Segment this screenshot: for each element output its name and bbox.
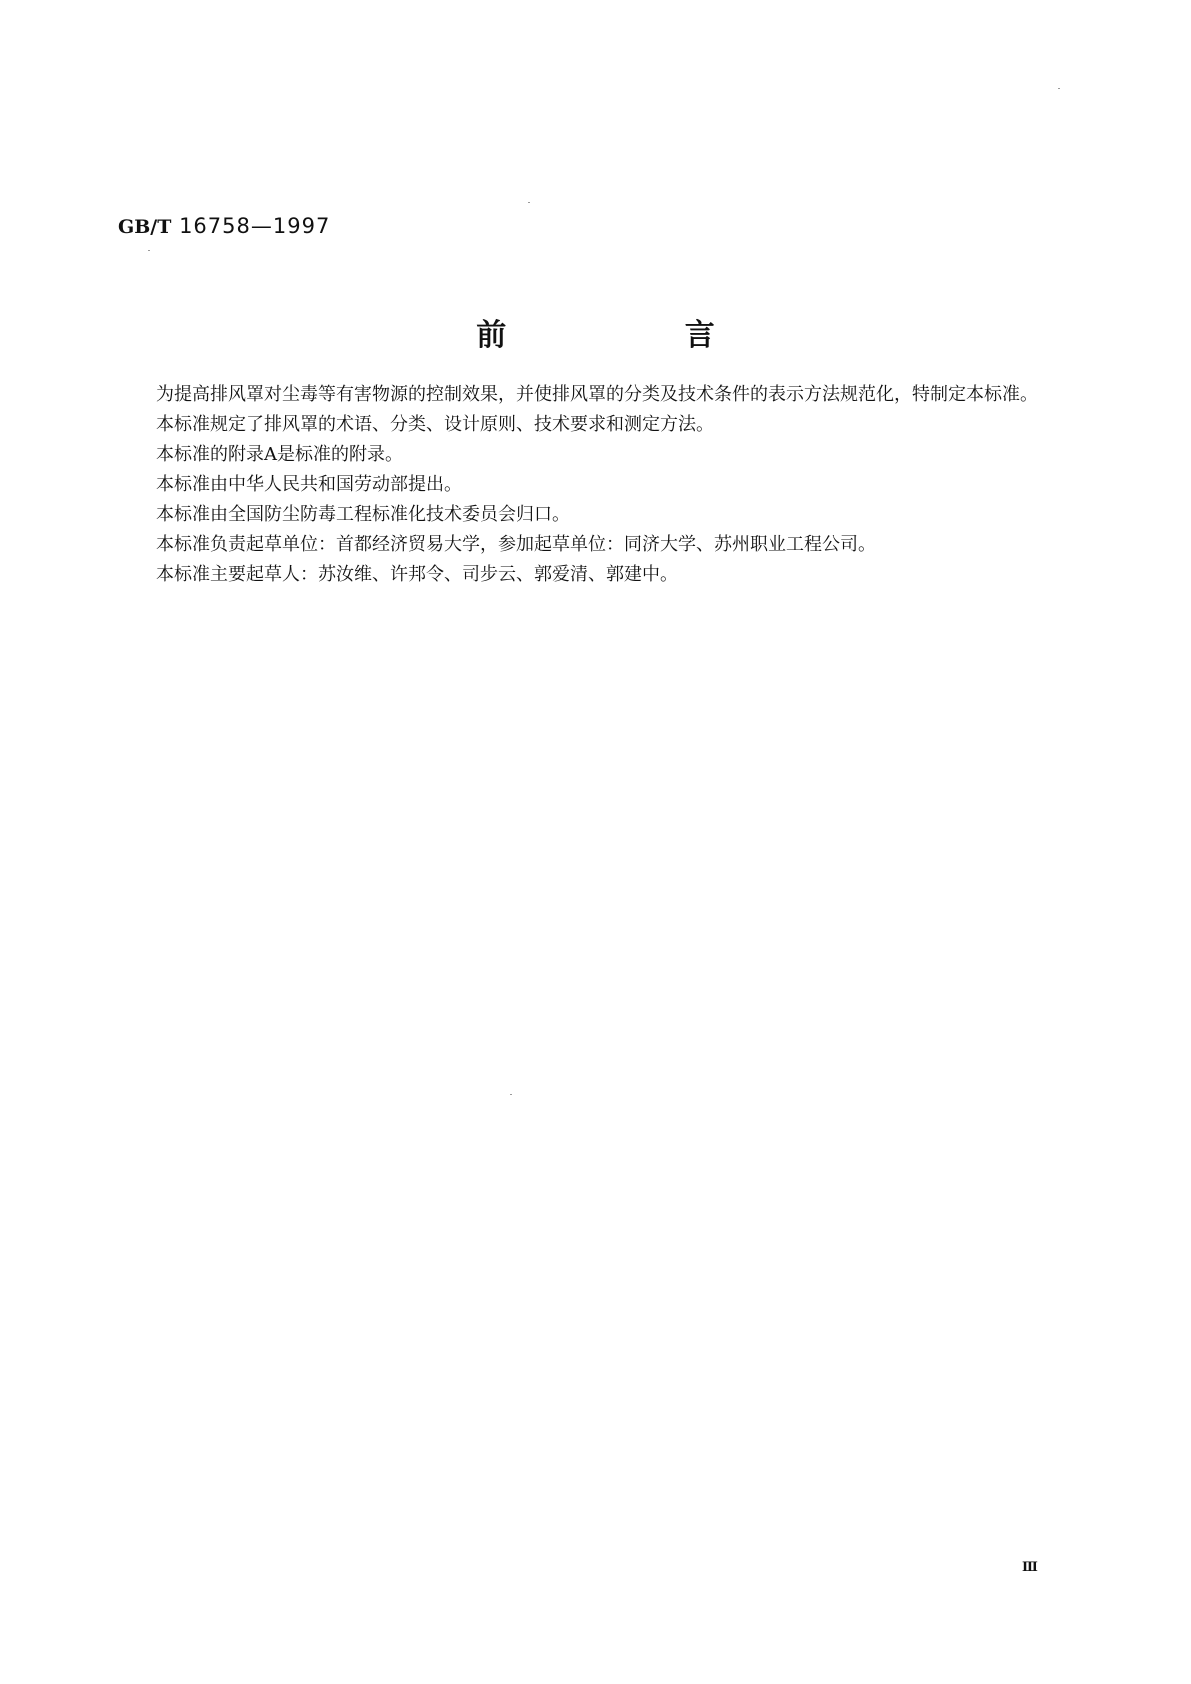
paragraph-proposer: 本标准由中华人民共和国劳动部提出。 <box>156 474 462 495</box>
paragraph-drafters: 本标准主要起草人：苏汝维、许邦令、司步云、郭爱清、郭建中。 <box>156 564 678 585</box>
foreword-body <box>118 380 1068 590</box>
paragraph-scope: 本标准规定了排风罩的术语、分类、设计原则、技术要求和测定方法。 <box>156 414 714 435</box>
paragraph-drafting-units: 本标准负责起草单位：首都经济贸易大学，参加起草单位：同济大学、苏州职业工程公司。 <box>156 534 876 555</box>
paragraph-committee: 本标准由全国防尘防毒工程标准化技术委员会归口。 <box>156 504 570 525</box>
scan-speck <box>1058 88 1060 89</box>
scan-speck <box>528 202 530 203</box>
standard-code <box>118 214 330 238</box>
standard-prefix: GB/T <box>118 216 172 238</box>
scan-speck <box>148 250 150 251</box>
paragraph-appendix: 本标准的附录A是标准的附录。 <box>156 444 403 465</box>
page-title: 前 言 <box>476 318 799 353</box>
paragraph-purpose: 为提高排风罩对尘毒等有害物源的控制效果，并使排风罩的分类及技术条件的表示方法规范化，特制定本标准。 <box>156 384 1038 405</box>
standard-number: 16758—1997 <box>179 214 331 238</box>
scan-speck <box>510 1094 512 1095</box>
page-number: Ⅲ <box>1022 1560 1037 1575</box>
